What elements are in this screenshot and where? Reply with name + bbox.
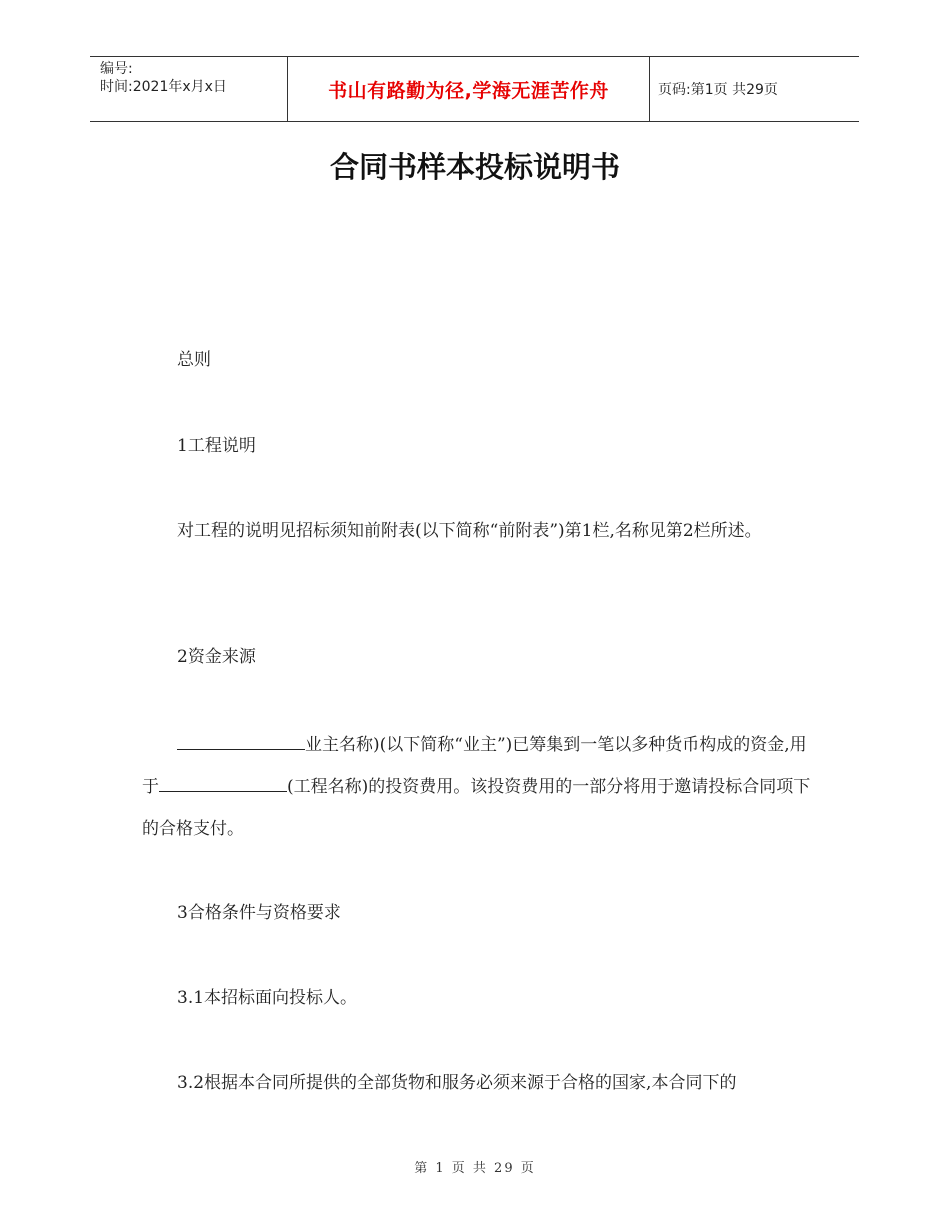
section-2-body-part1: 业主名称)(以下简称“业主”)已筹集到一笔以多种货币构成的资金,用于 [142, 735, 807, 797]
section-2-heading: 2资金来源 [177, 647, 256, 667]
section-1-heading: 1工程说明 [177, 436, 256, 456]
section-3-heading: 3合格条件与资格要求 [177, 903, 341, 923]
owner-name-blank[interactable] [177, 731, 305, 750]
header-meta [90, 57, 287, 121]
document-number-label: 编号: [100, 61, 133, 77]
section-general-heading: 总则 [177, 350, 211, 370]
section-3-1: 3.1本招标面向投标人。 [177, 988, 358, 1008]
page-header [90, 56, 859, 122]
header-motto: 书山有路勤为径,学海无涯苦作舟 [328, 79, 609, 102]
project-name-blank[interactable] [159, 773, 287, 792]
section-2-body-part2: (工程名称)的投资费用。该投资费用的一部分将用于邀请投标合同项下的合格支付。 [142, 777, 811, 839]
section-2-body [142, 724, 822, 850]
document-title: 合同书样本投标说明书 [329, 150, 620, 184]
header-page-code: 页码:第1页 共29页 [658, 82, 778, 98]
document-time: 时间:2021年x月x日 [100, 79, 227, 95]
header-page-code-cell [650, 57, 859, 121]
page-footer: 第 1 页 共 29 页 [414, 1161, 536, 1176]
section-3-2: 3.2根据本合同所提供的全部货物和服务必须来源于合格的国家,本合同下的 [177, 1073, 737, 1093]
section-1-body: 对工程的说明见招标须知前附表(以下简称“前附表”)第1栏,名称见第2栏所述。 [177, 521, 762, 541]
header-motto-cell [287, 57, 650, 121]
